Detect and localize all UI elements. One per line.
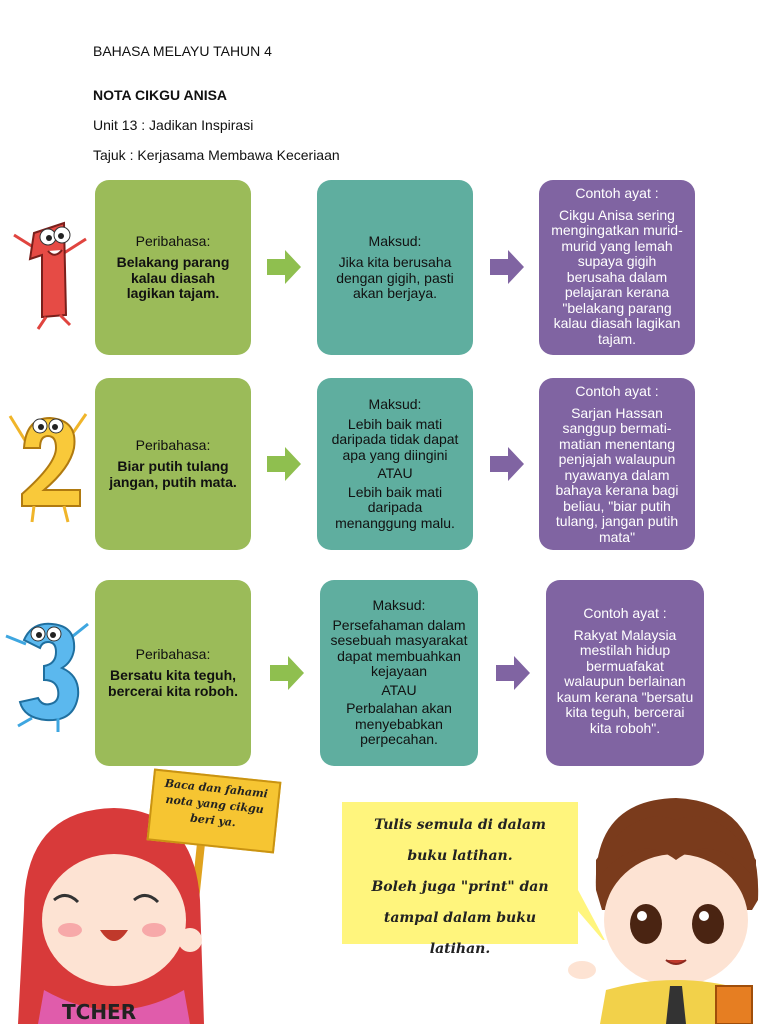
bubble-line-1: Tulis semula di dalam buku latihan. <box>374 817 546 864</box>
proverb-text: Biar putih tulang jangan, putih mata. <box>109 458 237 490</box>
arrow-right-icon <box>490 250 524 284</box>
proverb-text: Bersatu kita teguh, bercerai kita roboh. <box>108 667 238 699</box>
meaning-text: Jika kita berusaha dengan gigih, pasti akan berjaya. <box>336 254 454 301</box>
topic-title: Tajuk : Kerjasama Membawa Keceriaan <box>93 147 340 163</box>
arrow-right-icon <box>267 250 301 284</box>
subject-title: BAHASA MELAYU TAHUN 4 <box>93 43 272 59</box>
example-box-3 <box>546 580 704 766</box>
meaning-label: Maksud: <box>368 396 422 412</box>
example-box-2 <box>539 378 695 550</box>
proverb-label: Peribahasa: <box>135 436 211 453</box>
number-three-figure <box>2 610 92 735</box>
meaning-or: ATAU <box>381 681 417 698</box>
meaning-box-3 <box>320 580 478 766</box>
example-label: Contoh ayat : <box>583 605 667 621</box>
student-boy-illustration <box>566 790 768 1024</box>
note-sign: Baca dan fahami nota yang cikgu beri ya. <box>147 769 282 854</box>
meaning-box-1 <box>317 180 473 355</box>
bubble-line-2: Boleh juga "print" dan tampal dalam buku latihan. <box>371 879 549 957</box>
proverb-box-3 <box>95 580 251 766</box>
example-box-1 <box>539 180 695 355</box>
example-text: Sarjan Hassan sanggup bermati-matian menentang penjajah walaupun nyawanya dalam bahaya kerana bagi beliau, "biar putih tulang, jangan putih mata" <box>555 404 679 545</box>
arrow-right-icon <box>270 656 304 690</box>
proverb-label: Peribahasa: <box>135 232 211 249</box>
meaning-text: Perbalahan akan menyebabkan perpecahan. <box>346 700 452 748</box>
speech-bubble <box>342 802 578 957</box>
example-text: Cikgu Anisa sering mengingatkan murid-murid yang lemah supaya gigih berusaha dalam pelajaran kerana "belakang parang kalau diasah lagikan tajam. <box>551 206 683 347</box>
arrow-right-icon <box>267 447 301 481</box>
unit-title: Unit 13 : Jadikan Inspirasi <box>93 117 254 133</box>
logo-text: TCHER <box>62 1000 137 1024</box>
number-one-figure <box>8 205 90 335</box>
arrow-right-icon <box>490 447 524 481</box>
example-text: Rakyat Malaysia mestilah hidup bermuafakat walaupun berlainan kaum kerana "bersatu kita teguh, bercerai kita roboh". <box>556 626 694 736</box>
proverb-label: Peribahasa: <box>135 645 211 662</box>
meaning-label: Maksud: <box>368 232 422 249</box>
example-label: Contoh ayat : <box>575 383 659 399</box>
number-two-figure <box>4 402 92 530</box>
arrow-right-icon <box>496 656 530 690</box>
meaning-text: Lebih baik mati daripada menanggung malu. <box>335 483 455 531</box>
meaning-text: Lebih baik mati daripada tidak dapat apa yang diingini <box>331 415 459 463</box>
meaning-box-2 <box>317 378 473 550</box>
meaning-text: Persefahaman dalam sesebuah masyarakat dapat membuahkan kejayaan <box>330 616 468 680</box>
meaning-label: Maksud: <box>372 597 426 614</box>
proverb-box-1 <box>95 180 251 355</box>
example-label: Contoh ayat : <box>575 185 659 201</box>
proverb-text: Belakang parang kalau diasah lagikan tajam. <box>116 254 230 301</box>
meaning-or: ATAU <box>377 465 413 481</box>
note-title: NOTA CIKGU ANISA <box>93 87 228 103</box>
proverb-box-2 <box>95 378 251 550</box>
